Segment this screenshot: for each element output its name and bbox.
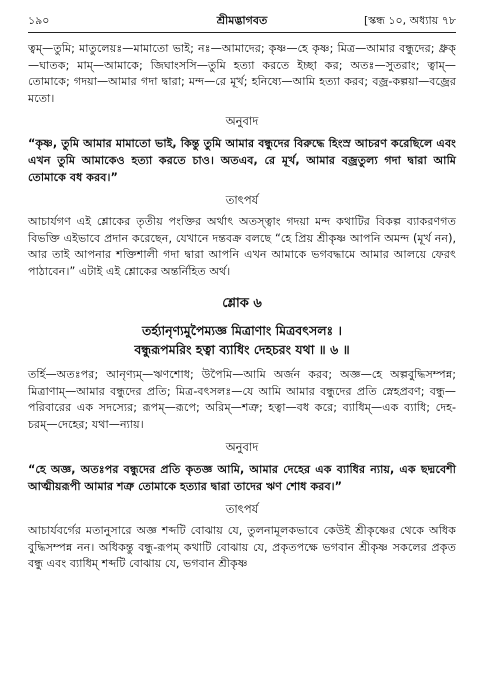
synonyms-paragraph: ত্বম্—তুমি; মাতুলেয়ঃ—মামাতো ভাই; নঃ—আমাদের; কৃষ্ণ—হে কৃষ্ণ; মিত্র—আমার বন্ধুদের; ধ্রুক্—ঘাতক; মাম্—আমাকে; জিঘাংসসি—তুমি হত্যা করতে ইচ্ছা কর; অতঃ—সুতরাং; ত্বাম্—তোমাকে; গদয়া—আমার গদা দ্বারা; মন্দ—রে মূর্খ; হনিষ্যে—আমি হত্যা করব; বজ্র-কল্পয়া—বজ্রের মতো। bbox=[28, 42, 456, 105]
book-page bbox=[28, 10, 456, 573]
purport-paragraph: আচার্যবর্গের মতানুসারে অজ্ঞ শব্দটি বোঝায় যে, তুলনামূলকভাবে কেউই শ্রীকৃষ্ণের থেকে অধিক বুদ্ধিসম্পন্ন নন। অধিকন্তু বন্ধু-রূপম্ কথাটি বোঝায় যে, প্রকৃতপক্ষে ভগবান শ্রীকৃষ্ণ সকলের প্রকৃত বন্ধু এবং ব্যাধিম্ শব্দটি বোঝায় যে, ভগবান শ্রীকৃষ্ণ bbox=[28, 524, 456, 570]
chapter-reference: [স্কন্ধ ১০, অধ্যায় ৭৮ bbox=[363, 14, 456, 27]
purport-heading: তাৎপর্য bbox=[225, 502, 259, 516]
translation-paragraph: “কৃষ্ণ, তুমি আমার মামাতো ভাই, কিন্তু তুমি আমার বন্ধুদের বিরুদ্ধে হিংস্র আচরণ করেছিলে এবং এখন তুমি আমাকেও হত্যা করতে চাও। অতএব, রে মূর্খ, আমার বজ্রতুল্য গদা দ্বারা আমি তোমাকে বধ করব।” bbox=[28, 137, 456, 184]
purport-heading: তাৎপর্য bbox=[225, 193, 259, 207]
purport-paragraph: আচার্যগণ এই শ্লোকের তৃতীয় পংক্তির অর্থাৎ অতস্ত্বাং গদয়া মন্দ কথাটির বিকল্প ব্যাকরণগত বিভক্তি এইভাবে প্রদান করেছেন, যেখানে দন্তবক্র বলছে “হে প্রিয় শ্রীকৃষ্ণ আপনি অমন্দ (মূর্খ নন), আর তাই আপনার শক্তিশালী গদা দ্বারা আপনি এখন আমাকে ভগবদ্ধামে আমার আলয়ে ফেরৎ পাঠাবেন।” এটাই এই শ্লোকের অন্তর্নিহিত অর্থ। bbox=[28, 215, 456, 278]
synonyms-paragraph: তর্হি—অতঃপর; আনৃণ্যম্—ঋণশোধ; উপৈমি—আমি অর্জন করব; অজ্ঞ—হে অল্পবুদ্ধিসম্পন্ন; মিত্রাণাম্—আমার বন্ধুদের প্রতি; মিত্র-বৎসলঃ—যে আমি আমার বন্ধুদের প্রতি স্নেহপ্রবণ; বন্ধু—পরিবারের এক সদস্যের; রূপম্—রূপে; অরিম্—শত্রু; হত্বা—বধ করে; ব্যাধিম্—এক ব্যাধি; দেহ-চরম্—দেহের; যথা—ন্যায়। bbox=[28, 368, 456, 431]
header-rule bbox=[28, 32, 456, 33]
page-header bbox=[28, 10, 456, 32]
translation-paragraph: “হে অজ্ঞ, অতঃপর বন্ধুদের প্রতি কৃতজ্ঞ আমি, আমার দেহের এক ব্যাধির ন্যায়, এক ছদ্মবেশী আত্মীয়রূপী আমার শত্রু তোমাকে হত্যার দ্বারা তাদের ঋণ শোধ করব।” bbox=[28, 463, 456, 493]
verse-text bbox=[28, 321, 456, 359]
verse-line: বন্ধুরূপমরিং হত্বা ব্যাধিং দেহচরং যথা ॥ ৬ ॥ bbox=[134, 342, 350, 357]
translation-heading: অনুবাদ bbox=[225, 114, 259, 128]
page-number: ১৯০ bbox=[28, 14, 50, 27]
verse-line: তর্হ্যানৃণ্যমুপৈম্যজ্ঞ মিত্রাণাং মিত্রবৎসলঃ । bbox=[141, 323, 343, 338]
verse-title: শ্লোক ৬ bbox=[222, 296, 262, 311]
translation-heading: অনুবাদ bbox=[225, 440, 259, 454]
book-title: শ্রীমদ্ভাগবত bbox=[216, 14, 268, 27]
